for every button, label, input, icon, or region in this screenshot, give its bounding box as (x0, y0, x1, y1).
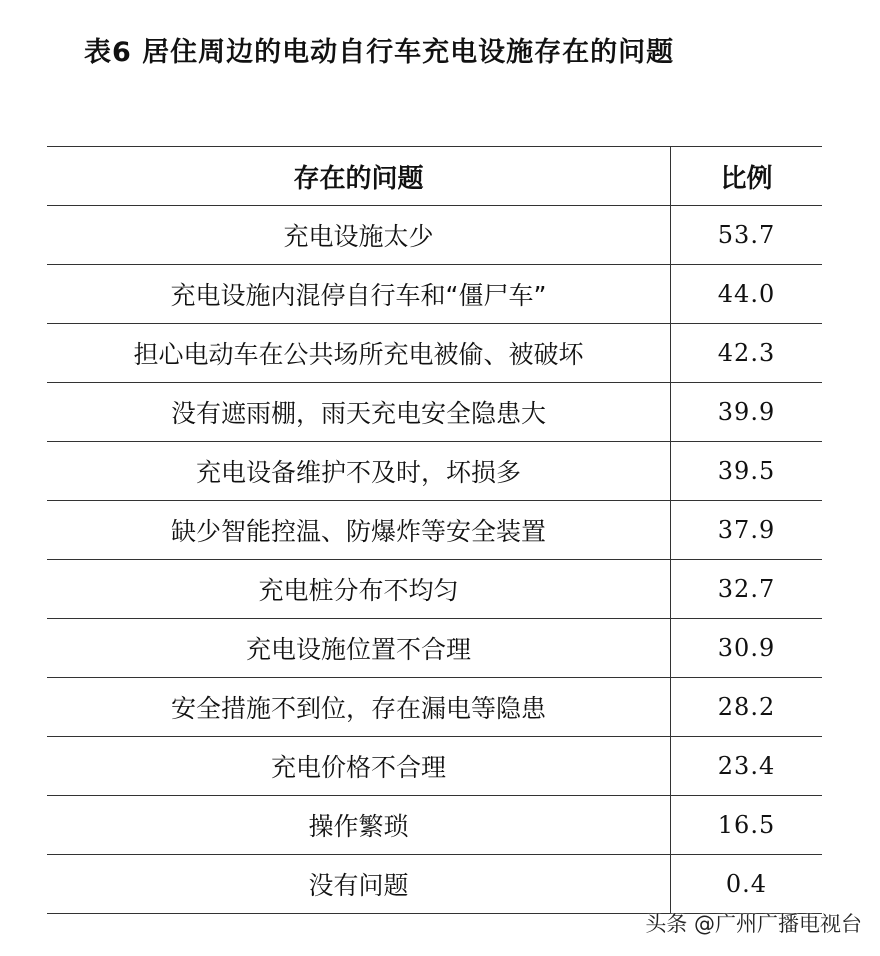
table-header-row (47, 147, 822, 206)
issue-cell: 充电设施内混停自行车和“僵尸车” (47, 265, 671, 324)
issue-cell: 没有问题 (47, 855, 671, 914)
page-title: 表6 居住周边的电动自行车充电设施存在的问题 (84, 37, 675, 68)
table-row (47, 324, 822, 383)
issue-cell: 缺少智能控温、防爆炸等安全装置 (47, 501, 671, 560)
issue-cell: 充电桩分布不均匀 (47, 560, 671, 619)
issue-cell: 安全措施不到位，存在漏电等隐患 (47, 678, 671, 737)
ratio-cell: 23.4 (671, 737, 823, 796)
issue-cell: 担心电动车在公共场所充电被偷、被破坏 (47, 324, 671, 383)
ratio-cell: 42.3 (671, 324, 823, 383)
ratio-cell: 39.5 (671, 442, 823, 501)
table-row (47, 737, 822, 796)
issues-table (47, 146, 822, 914)
table-row (47, 383, 822, 442)
issue-cell: 充电设备维护不及时，坏损多 (47, 442, 671, 501)
ratio-cell: 39.9 (671, 383, 823, 442)
table-row (47, 442, 822, 501)
issue-cell: 充电设施位置不合理 (47, 619, 671, 678)
header-issue: 存在的问题 (47, 147, 671, 206)
table-row (47, 501, 822, 560)
table-row (47, 678, 822, 737)
ratio-cell: 32.7 (671, 560, 823, 619)
ratio-cell: 16.5 (671, 796, 823, 855)
table-row (47, 206, 822, 265)
issue-cell: 操作繁琐 (47, 796, 671, 855)
ratio-cell: 37.9 (671, 501, 823, 560)
table-row (47, 796, 822, 855)
issue-cell: 充电设施太少 (47, 206, 671, 265)
table-row (47, 855, 822, 914)
ratio-cell: 0.4 (671, 855, 823, 914)
table-row (47, 265, 822, 324)
source-watermark: 头条 @广州广播电视台 (645, 912, 862, 936)
ratio-cell: 44.0 (671, 265, 823, 324)
ratio-cell: 30.9 (671, 619, 823, 678)
ratio-cell: 28.2 (671, 678, 823, 737)
header-ratio: 比例 (671, 147, 823, 206)
table-row (47, 560, 822, 619)
issue-cell: 没有遮雨棚，雨天充电安全隐患大 (47, 383, 671, 442)
ratio-cell: 53.7 (671, 206, 823, 265)
issue-cell: 充电价格不合理 (47, 737, 671, 796)
table-row (47, 619, 822, 678)
